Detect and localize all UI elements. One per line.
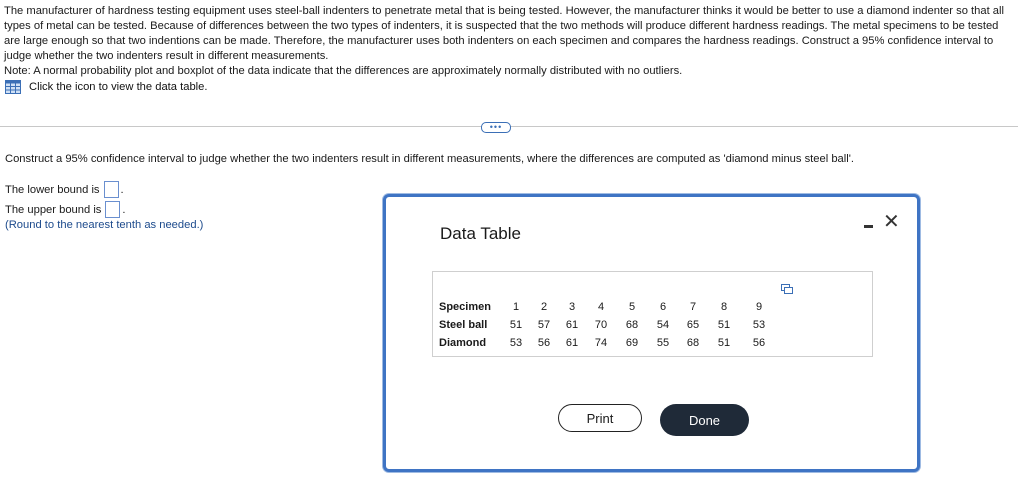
- problem-paragraph: The manufacturer of hardness testing equipment uses steel-ball indenters to penetrate metal that is being tested. However, the manufacturer thinks it would be better to use a diamond indenter so that all types of metal can be tested. Because of differences between the two types of indenters, it is suspected that the two methods will produce different hardness readings. The metal specimens to be tested are large enough so that two indentions can be made. Therefore, the manufacturer uses both indenters on each specimen and compares the hardness readings. Construct a 95% confidence interval to judge whether the two indenters result in different measurements.: [4, 5, 1004, 62]
- row-header: Steel ball: [439, 319, 488, 331]
- table-cell: 55: [656, 337, 670, 349]
- table-cell: 9: [755, 301, 763, 313]
- table-cell: 6: [659, 301, 667, 313]
- upper-bound-label: The upper bound is: [5, 203, 102, 216]
- question-prompt: Construct a 95% confidence interval to judge whether the two indenters result in different measurements, where the differences are computed as 'diamond minus steel ball'.: [5, 153, 854, 165]
- table-cell: 3: [568, 301, 576, 313]
- table-cell: 7: [689, 301, 697, 313]
- table-cell: 65: [686, 319, 700, 331]
- table-cell: 69: [625, 337, 639, 349]
- table-cell: 53: [509, 337, 523, 349]
- dialog-title: Data Table: [440, 224, 521, 243]
- table-row: [439, 298, 777, 316]
- table-cell: 74: [594, 337, 608, 349]
- table-cell: 68: [686, 337, 700, 349]
- table-cell: 1: [512, 301, 520, 313]
- table-icon[interactable]: [5, 80, 21, 94]
- row-header: Diamond: [439, 337, 487, 349]
- row-header: Specimen: [439, 301, 491, 313]
- table-cell: 51: [509, 319, 523, 331]
- table-cell: 53: [752, 319, 766, 331]
- view-data-table-label[interactable]: Click the icon to view the data table.: [29, 81, 208, 93]
- minimize-icon[interactable]: [862, 217, 876, 231]
- table-cell: 2: [540, 301, 548, 313]
- table-cell: 56: [537, 337, 551, 349]
- close-icon[interactable]: ✕: [883, 211, 900, 233]
- done-button[interactable]: Done: [660, 404, 749, 436]
- table-cell: 4: [597, 301, 605, 313]
- problem-note: Note: A normal probability plot and boxplot of the data indicate that the differences are approximately normally distributed with no outliers.: [4, 65, 683, 77]
- table-cell: 8: [720, 301, 728, 313]
- print-button[interactable]: Print: [558, 404, 642, 432]
- data-table: [439, 298, 777, 352]
- data-table-container: [432, 271, 873, 357]
- lower-bound-period: .: [120, 183, 124, 196]
- copy-icon[interactable]: [781, 281, 793, 291]
- table-row: [439, 334, 777, 352]
- problem-statement: [4, 4, 1016, 79]
- table-cell: 70: [594, 319, 608, 331]
- data-table-dialog: [383, 194, 920, 472]
- table-cell: 68: [625, 319, 639, 331]
- rounding-instruction: (Round to the nearest tenth as needed.): [5, 219, 204, 231]
- upper-bound-input[interactable]: [105, 201, 120, 218]
- expand-button[interactable]: •••: [481, 122, 511, 133]
- table-cell: 54: [656, 319, 670, 331]
- table-cell: 5: [628, 301, 636, 313]
- lower-bound-row: [5, 181, 124, 198]
- upper-bound-period: .: [122, 203, 126, 216]
- lower-bound-label: The lower bound is: [5, 183, 100, 196]
- table-cell: 51: [717, 337, 731, 349]
- lower-bound-input[interactable]: [104, 181, 119, 198]
- upper-bound-row: [5, 201, 126, 218]
- table-cell: 57: [537, 319, 551, 331]
- view-data-table-link[interactable]: [5, 80, 207, 94]
- table-cell: 51: [717, 319, 731, 331]
- table-cell: 61: [565, 319, 579, 331]
- table-row: [439, 316, 777, 334]
- table-cell: 61: [565, 337, 579, 349]
- table-cell: 56: [752, 337, 766, 349]
